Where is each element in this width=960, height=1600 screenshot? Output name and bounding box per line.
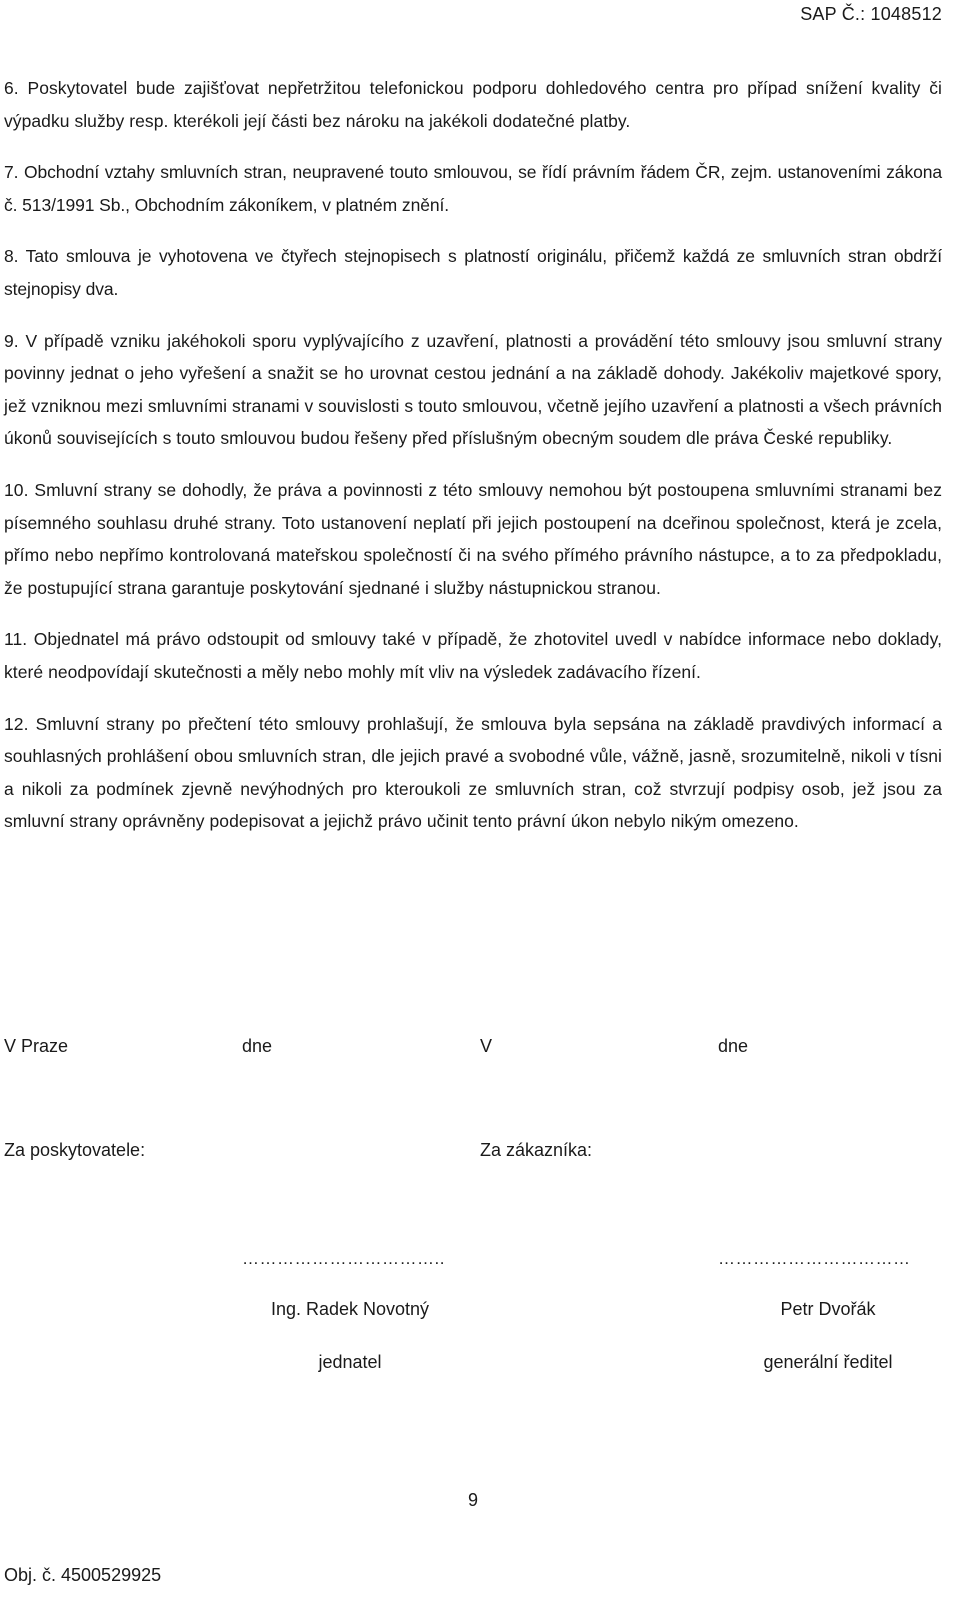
signer-right-role: generální ředitel bbox=[763, 1352, 893, 1372]
date-right: dne bbox=[718, 1036, 749, 1056]
clause-7: 7. Obchodní vztahy smluvních stran, neupravené touto smlouvou, se řídí právním řádem ČR, zejm. ustanoveními zákona č. 513/1991 Sb., Obchodním zákoníkem, v platném znění. bbox=[4, 162, 942, 215]
order-number: Obj. č. 4500529925 bbox=[4, 1565, 162, 1585]
signer-right-name: Petr Dvořák bbox=[780, 1299, 876, 1319]
date-left: dne bbox=[242, 1036, 273, 1056]
clause-6: 6. Poskytovatel bude zajišťovat nepřetržitou telefonickou podporu dohledového centra pro případ snížení kvality či výpadku služby resp. kterékoli její části bez nároku na jakékoli dodatečné platby. bbox=[4, 78, 942, 131]
clause-10: 10. Smluvní strany se dohodly, že práva a povinnosti z této smlouvy nemohou být postoupena smluvními stranami bez písemného souhlasu druhé strany. Toto ustanovení neplatí při jejich postoupení na dceřinou společnost, která je zcela, přímo nebo nepřímo kontrolovaná mateřskou společností či na svého přímého právního nástupce, a to za předpokladu, že postupující strana garantuje poskytování sjednané i služby nástupnickou stranou. bbox=[4, 479, 942, 598]
contract-clauses bbox=[4, 72, 942, 857]
place-date-row bbox=[4, 1036, 942, 1066]
clause-12: 12. Smluvní strany po přečtení této smlouvy prohlašují, že smlouva byla sepsána na základě pravdivých informací a souhlasných prohlášení obou smluvních stran, dle jejich pravé a svobodné vůle, vážně, jasně, srozumitelně, nikoli v tísni a nikoli za podmínek zjevně nevýhodných pro kteroukoli ze smluvních stran, což stvrzují podpisy osob, jež jsou za smluvní strany oprávněny podepisovat a jejichž právo učinit tento právní úkon nebylo nikým omezeno. bbox=[4, 713, 942, 832]
signature-line-left: …………………………….. bbox=[242, 1249, 445, 1268]
signer-left-role: jednatel bbox=[318, 1352, 382, 1372]
clause-9: 9. V případě vzniku jakéhokoli sporu vyplývajícího z uzavření, platnosti a provádění této smlouvy jsou smluvní strany povinny jednat o jeho vyřešení a snažit se ho urovnat cestou jednání a na základě dohody. Jakékoliv majetkové spory, jež vzniknou mezi smluvními stranami v souvislosti s touto smlouvou, včetně jejího uzavření a platnosti a všech právních úkonů souvisejících s touto smlouvou budou řešeny před příslušným obecným soudem dle práva České republiky. bbox=[4, 330, 942, 449]
clause-11: 11. Objednatel má právo odstoupit od smlouvy také v případě, že zhotovitel uvedl v nabídce informace nebo doklady, které neodpovídají skutečnosti a měly nebo mohly mít vliv na výsledek zadávacího řízení. bbox=[4, 629, 942, 682]
signer-left-name: Ing. Radek Novotný bbox=[270, 1299, 430, 1319]
document-reference-number: SAP Č.: 1048512 bbox=[800, 4, 942, 24]
clause-8: 8. Tato smlouva je vyhotovena ve čtyřech stejnopisech s platností originálu, přičemž každá ze smluvních stran obdrží stejnopisy dva. bbox=[4, 246, 942, 299]
provider-label: Za poskytovatele: bbox=[4, 1140, 146, 1160]
signature-line-right: …………………………… bbox=[718, 1249, 911, 1268]
place-right: V bbox=[480, 1036, 493, 1056]
customer-label: Za zákazníka: bbox=[480, 1140, 593, 1160]
page-number: 9 bbox=[467, 1490, 478, 1510]
place-left: V Praze bbox=[4, 1036, 69, 1056]
